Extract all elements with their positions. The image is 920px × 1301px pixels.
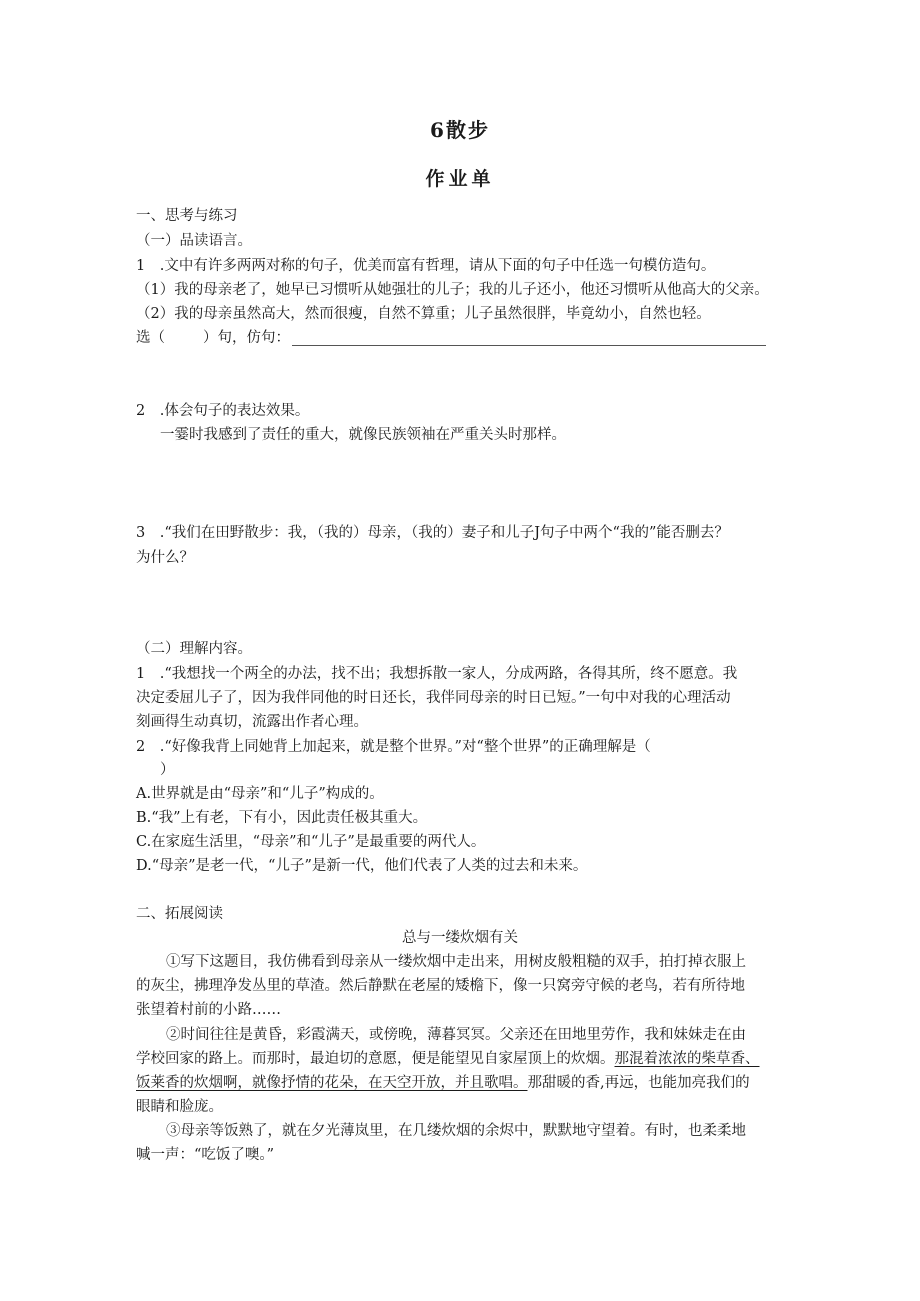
p1-line3: 张望着村前的小路……	[136, 1002, 281, 1018]
q2-sentence: 一霎时我感到了责任的重大，就像民族领袖在严重关头时那样。	[160, 427, 566, 443]
q1-answer-line	[136, 328, 766, 348]
section1-heading: 一、思考与练习	[136, 208, 238, 224]
p2-line1: ②时间往往是黄昏，彩霞满天，或傍晚，薄暮冥冥。父亲还在田地里劳作，我和妹妹走在由	[166, 1027, 746, 1043]
q3-line1: 3 .“我们在田野散步：我，（我的）母亲，（我的）妻子和儿子J句子中两个“我的”能否删去？	[136, 525, 729, 541]
option-a: A.世界就是由“母亲”和“儿子”构成的。	[136, 786, 384, 802]
option-d: D.“母亲”是老一代，“儿子”是新一代，他们代表了人类的过去和未来。	[136, 858, 588, 874]
q1-option-2: （2）我的母亲虽然高大，然而很瘦，自然不算重；儿子虽然很胖，毕竟幼小，自然也轻。	[136, 306, 711, 322]
p2-line2	[136, 1049, 760, 1069]
page-title: 6散步	[430, 118, 490, 142]
option-c: C.在家庭生活里，“母亲”和“儿子”是最重要的两代人。	[136, 834, 486, 850]
q2-prompt: 2 .体会句子的表达效果。	[136, 403, 310, 419]
p2-line3-plain: 那甜暖的香,再远，也能加亮我们的	[527, 1075, 750, 1091]
part1-heading: （一）品读语言。	[136, 233, 252, 249]
p1-line2: 的灰尘，拂理净发丛里的草渣。然后静默在老屋的矮檐下，像一只窝旁守候的老鸟，若有所待地	[136, 978, 745, 994]
p2q1-line1: 1 .“我想找一个两全的办法，找不出；我想拆散一家人，分成两路，各得其所，终不愿意。我	[136, 666, 738, 682]
p2q1-line2: 决定委屈儿子了，因为我伴同他的时日还长，我伴同母亲的时日已短。”一句中对我的心理活动	[136, 690, 731, 706]
p2q2-line2: ）	[160, 762, 175, 778]
q3-line2: 为什么？	[136, 550, 194, 566]
p3-line2: 喊一声：“吃饭了噢。”	[136, 1147, 275, 1163]
article-title: 总与一缕炊烟有关	[402, 930, 518, 946]
p2q2-line1: 2 .“好像我背上同她背上加起来，就是整个世界。”对“整个世界”的正确理解是（	[136, 739, 651, 755]
p2-underlined-part1: 那混着浓浓的柴草香、	[614, 1051, 760, 1067]
p2-line2-plain: 学校回家的路上。而那时，最迫切的意愿，便是能望见自家屋顶上的炊烟。	[136, 1051, 615, 1067]
p2q1-line3: 刻画得生动真切，流露出作者心理。	[136, 714, 368, 730]
option-b: B.“我”上有老，下有小，因此责任极其重大。	[136, 810, 428, 826]
p2-line3	[136, 1073, 750, 1093]
answer-prefix: 选（	[136, 330, 165, 346]
p2-underlined-part2: 饭莱香的炊烟啊，就像抒情的花朵，在天空开放，并且歌唱。	[136, 1075, 528, 1091]
imitation-sentence-blank[interactable]	[292, 345, 766, 346]
p2-line4: 眼睛和脸庞。	[136, 1099, 223, 1115]
page-subtitle: 作业单	[425, 168, 495, 190]
answer-mid: ）句，仿句：	[203, 330, 290, 346]
part2-heading: （二）理解内容。	[136, 641, 252, 657]
q1-option-1: （1）我的母亲老了，她早已习惯听从她强壮的儿子；我的儿子还小，他还习惯听从他高大的父亲。	[136, 282, 769, 298]
q1-prompt: 1 .文中有许多两两对称的句子，优美而富有哲理，请从下面的句子中任选一句模仿造句。	[136, 258, 716, 274]
p3-line1: ③母亲等饭熟了，就在夕光薄岚里，在几缕炊烟的余烬中，默默地守望着。有时，也柔柔地	[166, 1123, 746, 1139]
p1-line1: ①写下这题目，我仿佛看到母亲从一缕炊烟中走出来，用树皮般粗糙的双手，拍打掉衣服上	[166, 954, 746, 970]
section2-heading: 二、拓展阅读	[136, 906, 223, 922]
